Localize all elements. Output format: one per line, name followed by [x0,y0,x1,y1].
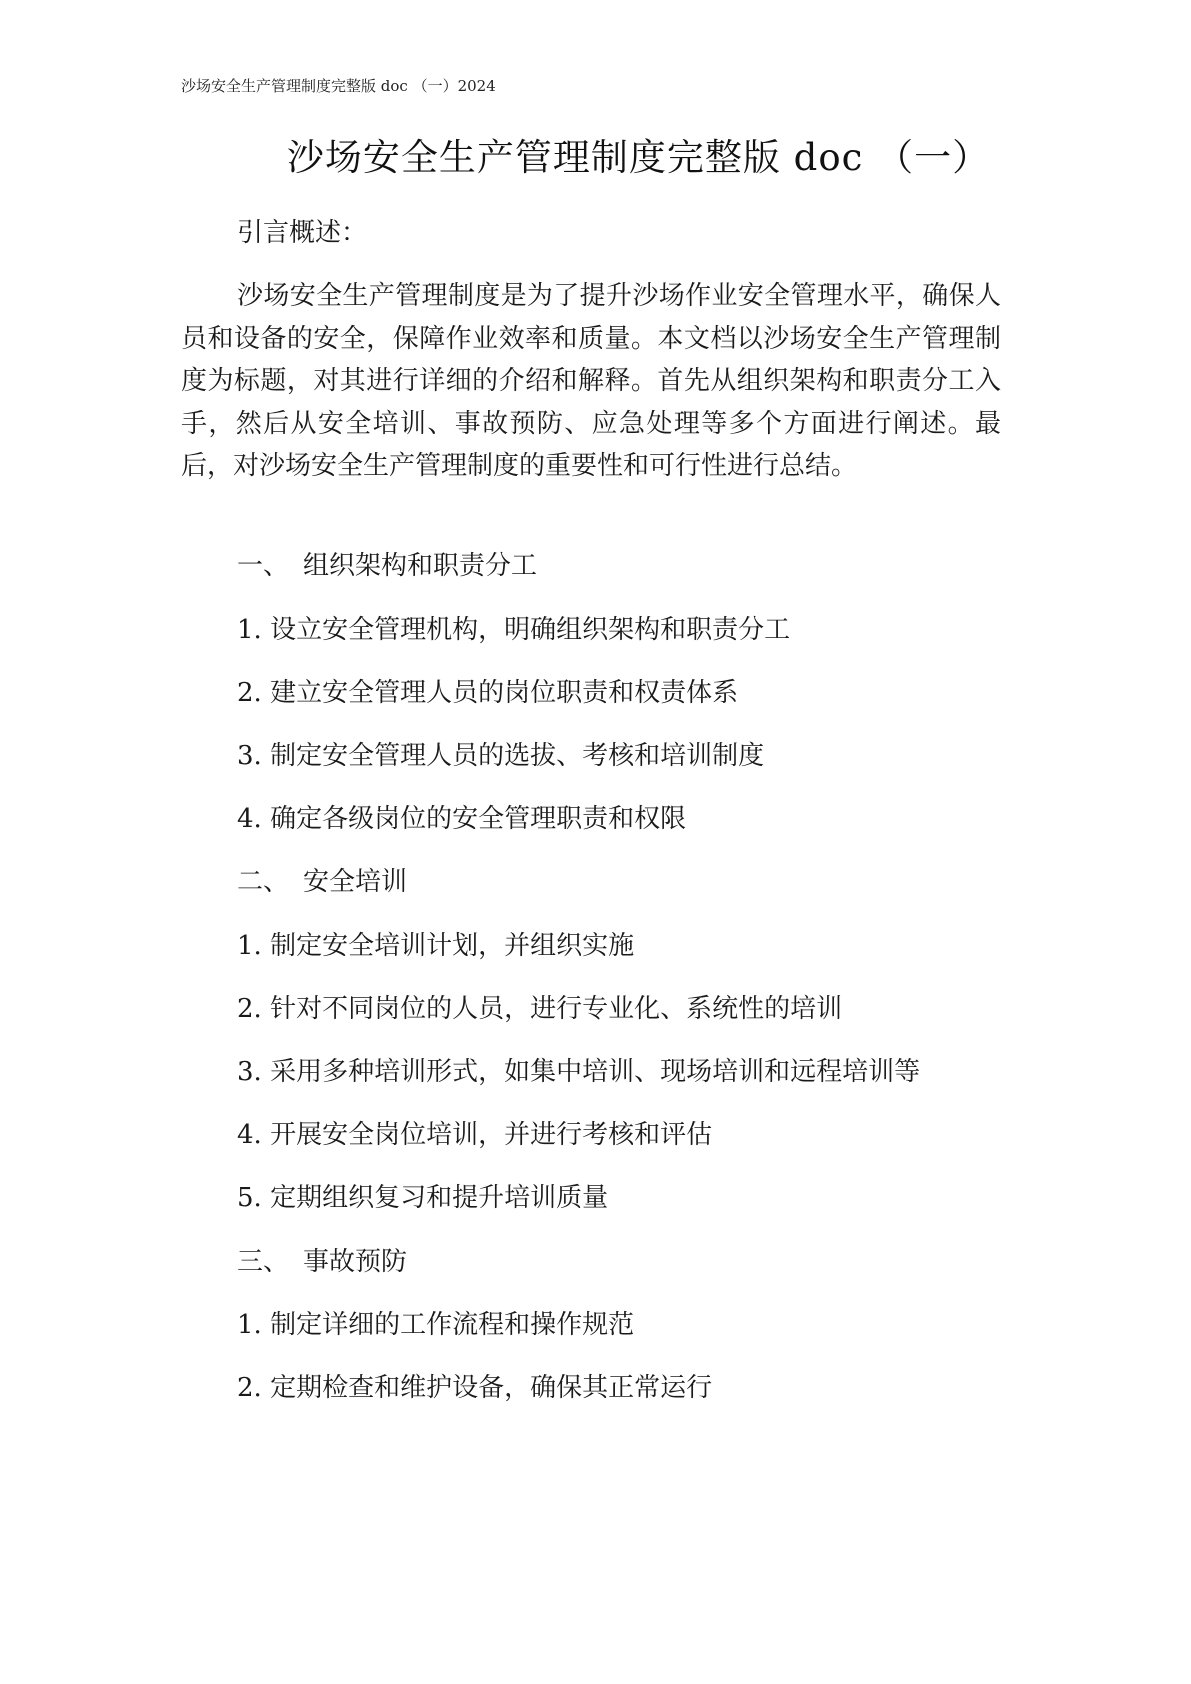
list-item: 2. 针对不同岗位的人员，进行专业化、系统性的培训 [237,994,843,1024]
list-item: 5. 定期组织复习和提升培训质量 [237,1183,609,1213]
section-number: 二、 [237,867,290,897]
document-title: 沙场安全生产管理制度完整版 doc （一） [286,136,991,179]
section-title: 组织架构和职责分工 [303,551,538,581]
list-item: 1. 制定安全培训计划，并组织实施 [237,931,635,961]
section-number: 一、 [237,551,290,581]
section-heading-1 [237,548,537,584]
section-title: 安全培训 [303,867,408,897]
list-item: 1. 制定详细的工作流程和操作规范 [237,1310,635,1340]
running-header: 沙场安全生产管理制度完整版 doc （一）2024 [181,77,496,95]
section-number: 三、 [237,1247,290,1277]
list-item: 2. 定期检查和维护设备，确保其正常运行 [237,1373,713,1403]
list-item: 4. 确定各级岗位的安全管理职责和权限 [237,804,687,834]
section-heading-2 [237,864,407,900]
section-heading-3 [237,1244,407,1280]
list-item: 1. 设立安全管理机构，明确组织架构和职责分工 [237,615,791,645]
list-item: 3. 采用多种培训形式，如集中培训、现场培训和远程培训等 [237,1057,921,1087]
list-item: 4. 开展安全岗位培训，并进行考核和评估 [237,1120,713,1150]
intro-paragraph: 沙场安全生产管理制度是为了提升沙场作业安全管理水平，确保人员和设备的安全，保障作业效率和质量。本文档以沙场安全生产管理制度为标题，对其进行详细的介绍和解释。首先从组织架构和职责分工入手，然后从安全培训、事故预防、应急处理等多个方面进行阐述。最后，对沙场安全生产管理制度的重要性和可行性进行总结。 [181,281,1001,481]
section-title: 事故预防 [303,1247,408,1277]
list-item: 3. 制定安全管理人员的选拔、考核和培训制度 [237,741,765,771]
intro-label: 引言概述： [237,218,368,248]
list-item: 2. 建立安全管理人员的岗位职责和权责体系 [237,678,739,708]
